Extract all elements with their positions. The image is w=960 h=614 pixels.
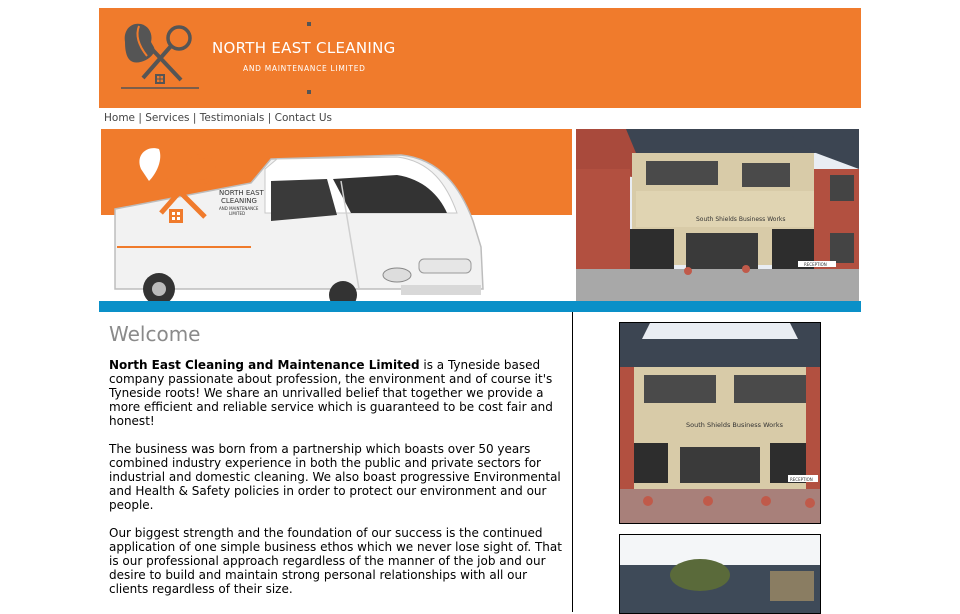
sidebar-reception-text: RECEPTION [790,477,813,482]
nav-home-link[interactable]: Home [104,112,136,124]
intro-text: is a Tyneside based company passionate about profession, the environment and of course it's Tyneside roots! We share an unrivalled belief that together we provide a more efficient and reliable service which is guaranteed to be cost fair and honest! [109,358,553,428]
van-logo-text-4: LIMITED [229,211,246,216]
building-sign-text: South Shields Business Works [696,216,786,223]
content-area [99,312,861,612]
intro-paragraph [109,358,562,428]
sidebar-sign-text: South Shields Business Works [686,421,783,429]
nav-services-link[interactable]: Services [145,112,190,124]
decor-dot [307,22,311,26]
sidebar-photo-grounds [619,534,821,614]
decor-dot [307,90,311,94]
main-column [99,312,573,612]
company-subtitle: AND MAINTENANCE LIMITED [243,64,366,73]
van-logo-text-2: CLEANING [221,197,257,205]
nav-separator: | [192,112,197,124]
company-name: NORTH EAST CLEANING [212,39,396,57]
sidebar-photo-building [619,322,821,524]
history-paragraph: The business was born from a partnership which boasts over 50 years combined industry experience in both the public and private sectors for industrial and domestic cleaning. We also boast progressive Environmental and Health & Safety policies in order to protect our environment and our people. [109,442,561,512]
page-wrapper [99,8,861,612]
van-logo-text-1: NORTH EAST [219,189,264,197]
hero-banner [99,129,861,312]
page-title: Welcome [109,322,201,346]
sidebar [573,312,861,612]
logo-icon[interactable] [113,16,203,100]
nav-contact-link[interactable]: Contact Us [274,112,332,124]
strength-paragraph: Our biggest strength and the foundation of our success is the continued application of one simple business ethos which we never lose sight of. That is our professional approach regardless of the manner of the job and our desire to build and maintain strong personal relationships with all our clients regardless of their size. [109,526,562,596]
nav-testimonials-link[interactable]: Testimonials [199,112,265,124]
blue-divider-bar [99,301,861,312]
nav-separator: | [267,112,272,124]
company-name-bold: North East Cleaning and Maintenance Limited [109,358,420,372]
van-image [101,129,572,301]
reception-sign-text: RECEPTION [804,262,827,267]
nav-separator: | [138,112,142,124]
main-nav [99,108,861,129]
building-image [576,129,859,301]
site-header [99,8,861,108]
van-logo-text-3: AND MAINTENANCE [219,206,259,211]
